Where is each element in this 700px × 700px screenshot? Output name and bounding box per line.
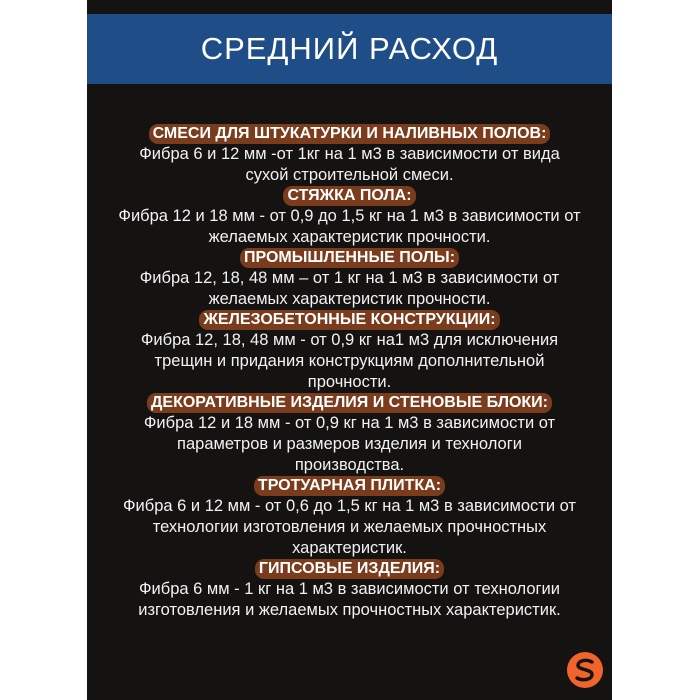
section-text-line: Фибра 6 и 12 мм -от 1кг на 1 м3 в зависимости от вида	[139, 145, 560, 163]
section-plaster-floors	[87, 124, 612, 186]
section-text-line: прочности.	[307, 373, 392, 391]
section-text-line: Фибра 12 и 18 мм - от 0,9 до 1,5 кг на 1 м3 в зависимости от	[118, 207, 581, 225]
section-text-line: трещин и придания конструкциям дополнительной	[154, 352, 545, 370]
section-text-line: Фибра 12, 18, 48 мм – от 1 кг на 1 м3 в зависимости от	[139, 269, 560, 287]
section-heading: ПРОМЫШЛЕННЫЕ ПОЛЫ:	[240, 248, 459, 268]
page-title: СРЕДНИЙ РАСХОД	[200, 31, 499, 66]
section-text-line: параметров и размеров изделия и технологи	[177, 435, 522, 453]
section-heading: ГИПСОВЫЕ ИЗДЕЛИЯ:	[255, 559, 444, 579]
section-heading: СТЯЖКА ПОЛА:	[283, 186, 415, 206]
section-heading: СМЕСИ ДЛЯ ШТУКАТУРКИ И НАЛИВНЫХ ПОЛОВ:	[149, 124, 551, 144]
section-text-line: производства.	[294, 456, 405, 474]
section-decorative-blocks	[87, 393, 612, 476]
section-text-line: Фибра 6 мм - 1 кг на 1 м3 в зависимости от технологии	[138, 580, 560, 598]
section-text-line: Фибра 6 и 12 мм - от 0,6 до 1,5 кг на 1 м3 в зависимости от	[123, 497, 576, 515]
s-glyph-icon	[572, 657, 598, 683]
section-heading: ЖЕЛЕЗОБЕТОННЫЕ КОНСТРУКЦИИ:	[199, 310, 499, 330]
section-text-line: желаемых характеристик прочности.	[208, 228, 491, 246]
title-banner	[87, 14, 612, 84]
section-text-line: технологии изготовления и желаемых прочностных	[152, 518, 547, 536]
section-paving-tiles	[87, 476, 612, 559]
section-text-line: характеристик.	[292, 539, 407, 557]
brand-s-logo-icon	[567, 652, 603, 688]
section-text-line: изготовления и желаемых прочностных характеристик.	[138, 601, 561, 619]
info-card	[87, 0, 612, 700]
consumption-list	[87, 124, 612, 621]
section-heading: ТРОТУАРНАЯ ПЛИТКА:	[254, 476, 445, 496]
section-gypsum-products	[87, 559, 612, 621]
section-text-line: желаемых характеристик прочности.	[208, 290, 491, 308]
section-heading: ДЕКОРАТИВНЫЕ ИЗДЕЛИЯ И СТЕНОВЫЕ БЛОКИ:	[147, 393, 552, 413]
section-text-line: сухой строительной смеси.	[245, 166, 454, 184]
section-text-line: Фибра 12, 18, 48 мм - от 0,9 кг на1 м3 для исключения	[140, 331, 559, 349]
section-industrial-floors	[87, 248, 612, 310]
section-floor-screed	[87, 186, 612, 248]
section-reinforced-concrete	[87, 310, 612, 393]
section-text-line: Фибра 12 и 18 мм - от 0,9 кг на 1 м3 в зависимости от	[143, 414, 556, 432]
